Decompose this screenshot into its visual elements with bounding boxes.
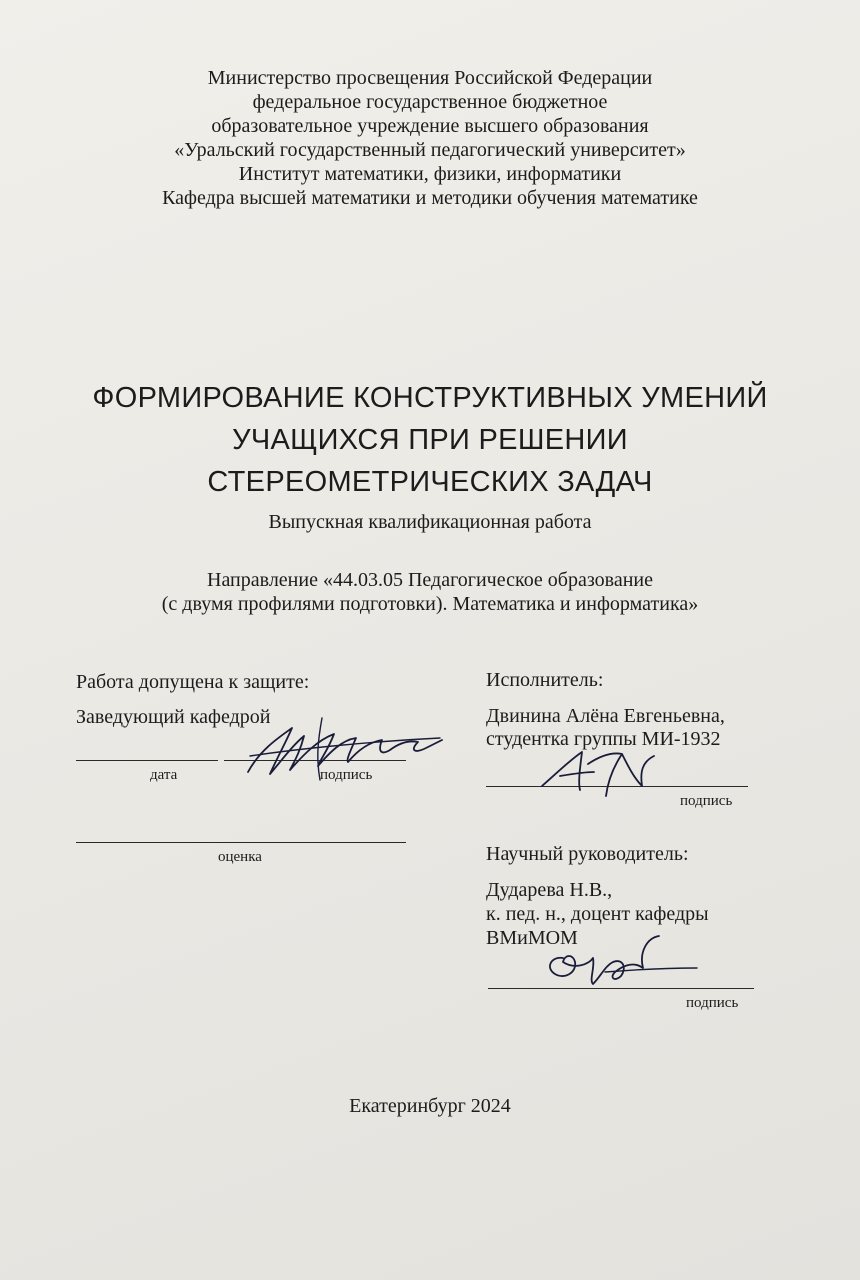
university-name-line: «Уральский государственный педагогический университет» <box>174 139 686 161</box>
ministry-line: Министерство просвещения Российской Федерации <box>207 67 653 89</box>
direction-block <box>0 568 860 616</box>
supervisor-position: к. пед. н., доцент кафедры <box>486 903 709 925</box>
institute-line: Институт математики, физики, информатики <box>238 163 622 185</box>
supervisor-label: Научный руководитель: <box>486 843 689 865</box>
thesis-title <box>0 377 860 503</box>
executor-signature-caption: подпись <box>680 793 733 809</box>
title-line-1: ФОРМИРОВАНИЕ КОНСТРУКТИВНЫХ УМЕНИЙ <box>92 382 768 414</box>
grade-line <box>76 842 406 843</box>
admitted-label: Работа допущена к защите: <box>76 671 310 693</box>
supervisor-name: Дударева Н.В., <box>486 879 613 901</box>
supervisor-department: ВМиМОМ <box>486 927 578 949</box>
head-of-department-label: Заведующий кафедрой <box>76 706 271 728</box>
title-line-3: СТЕРЕОМЕТРИЧЕСКИХ ЗАДАЧ <box>207 466 653 498</box>
grade-caption: оценка <box>218 849 262 865</box>
direction-line-2: (с двумя профилями подготовки). Математика и информатика» <box>161 593 699 615</box>
executor-group: студентка группы МИ-1932 <box>486 728 721 750</box>
supervisor-signature-icon <box>535 928 705 998</box>
direction-line-1: Направление «44.03.05 Педагогическое образование <box>207 569 653 591</box>
work-type-subtitle: Выпускная квалификационная работа <box>268 511 592 533</box>
head-signature-icon <box>230 710 460 790</box>
executor-signature-icon <box>530 742 670 802</box>
title-line-2: УЧАЩИХСЯ ПРИ РЕШЕНИИ <box>232 424 628 456</box>
department-line: Кафедра высшей математики и методики обучения математике <box>162 187 698 209</box>
date-caption: дата <box>150 767 178 783</box>
executor-label: Исполнитель: <box>486 669 604 691</box>
institution-type-line: федеральное государственное бюджетное <box>252 91 608 113</box>
education-level-line: образовательное учреждение высшего образования <box>211 115 649 137</box>
city-year: Екатеринбург 2024 <box>349 1095 511 1117</box>
supervisor-signature-caption: подпись <box>686 995 739 1011</box>
institution-header <box>0 66 860 210</box>
executor-name: Двинина Алёна Евгеньевна, <box>486 705 725 727</box>
date-line <box>76 760 218 761</box>
head-signature-caption: подпись <box>320 767 373 783</box>
